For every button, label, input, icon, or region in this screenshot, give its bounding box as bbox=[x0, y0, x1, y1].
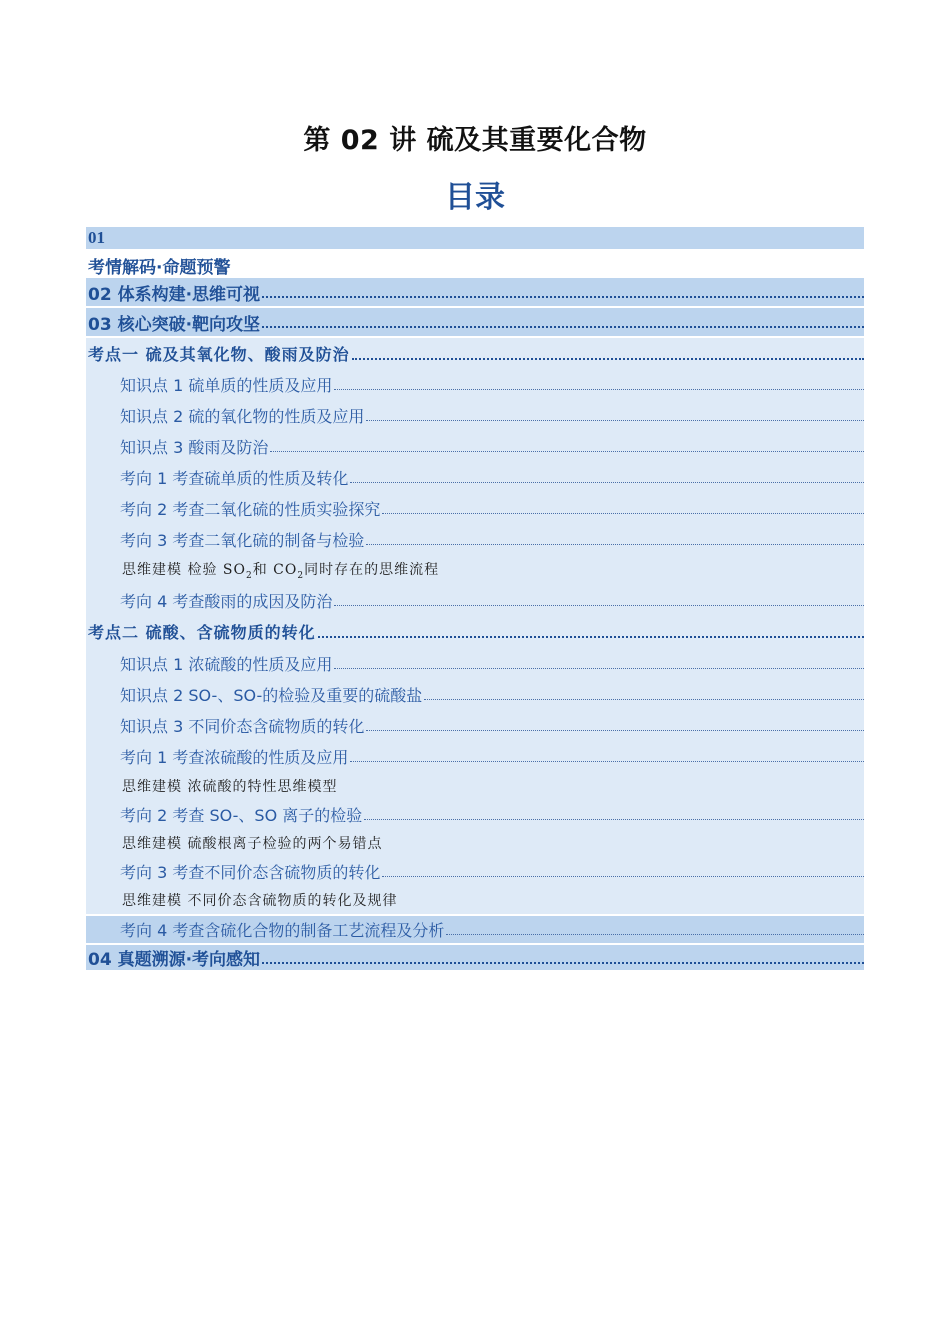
toc-label: 思维建模 浓硫酸的特性思维模型 bbox=[122, 778, 338, 795]
leader-dots bbox=[262, 296, 864, 298]
toc-point1-block bbox=[86, 338, 864, 914]
toc-item[interactable] bbox=[86, 400, 864, 431]
toc-section-02[interactable] bbox=[86, 278, 864, 306]
toc-item[interactable] bbox=[86, 462, 864, 493]
toc-item[interactable] bbox=[86, 679, 864, 710]
toc-point-2[interactable] bbox=[86, 616, 864, 647]
toc-item[interactable] bbox=[86, 647, 864, 679]
toc-label: 03 核心突破·靶向攻坚 bbox=[88, 314, 261, 335]
toc-label: 考情解码·命题预警 bbox=[88, 258, 231, 278]
leader-dots bbox=[350, 482, 864, 483]
toc-label: 考向 4 考查酸雨的成因及防治 bbox=[120, 592, 333, 611]
toc-label: 04 真题溯源·考向感知 bbox=[88, 950, 261, 970]
leader-dots bbox=[262, 326, 864, 328]
toc-label: 知识点 1 浓硫酸的性质及应用 bbox=[120, 654, 333, 674]
toc-section-04[interactable] bbox=[86, 945, 864, 970]
toc-point-1[interactable] bbox=[86, 338, 864, 369]
toc-thinking-model[interactable] bbox=[86, 555, 864, 585]
leader-dots bbox=[334, 389, 864, 390]
toc-thinking-model[interactable] bbox=[86, 772, 864, 799]
toc-section-03[interactable] bbox=[86, 308, 864, 336]
leader-dots bbox=[424, 699, 864, 700]
leader-dots bbox=[334, 605, 864, 606]
toc-heading: 目录 bbox=[445, 180, 505, 215]
toc-label: 考向 3 考查二氧化硫的制备与检验 bbox=[120, 531, 365, 550]
toc-item[interactable] bbox=[86, 431, 864, 462]
leader-dots bbox=[334, 668, 864, 669]
toc-thinking-model[interactable] bbox=[86, 829, 864, 856]
leader-dots bbox=[366, 544, 864, 545]
toc-label: 思维建模 不同价态含硫物质的转化及规律 bbox=[122, 893, 398, 909]
toc-label: 考点一 硫及其氧化物、酸雨及防治 bbox=[88, 345, 350, 364]
leader-dots bbox=[270, 451, 864, 452]
leader-dots bbox=[382, 876, 864, 877]
leader-dots bbox=[352, 358, 864, 360]
toc-section-01[interactable] bbox=[86, 249, 864, 278]
toc-label: 考向 4 考查含硫化合物的制备工艺流程及分析 bbox=[120, 921, 445, 940]
toc-thinking-model[interactable] bbox=[86, 886, 864, 914]
toc-label: 知识点 1 硫单质的性质及应用 bbox=[120, 376, 333, 395]
toc-item[interactable] bbox=[86, 916, 864, 943]
toc-section-01-number[interactable] bbox=[86, 227, 864, 249]
leader-dots bbox=[366, 420, 864, 421]
toc-label: 思维建模 硫酸根离子检验的两个易错点 bbox=[122, 835, 383, 852]
toc-label: 考向 2 考查 SO-、SO 离子的检验 bbox=[120, 805, 363, 825]
toc-label: 考向 3 考查不同价态含硫物质的转化 bbox=[120, 862, 381, 882]
toc-item[interactable] bbox=[86, 710, 864, 741]
toc-item[interactable] bbox=[86, 524, 864, 555]
toc-label: 知识点 3 不同价态含硫物质的转化 bbox=[120, 717, 365, 736]
leader-dots bbox=[364, 819, 864, 820]
toc-label: 知识点 2 SO-、SO-的检验及重要的硫酸盐 bbox=[120, 686, 423, 705]
leader-dots bbox=[366, 730, 864, 731]
leader-dots bbox=[350, 761, 864, 762]
toc-label: 考向 1 考查浓硫酸的性质及应用 bbox=[120, 748, 349, 767]
leader-dots bbox=[446, 934, 864, 935]
toc-label: 知识点 2 硫的氧化物的性质及应用 bbox=[120, 407, 365, 426]
leader-dots bbox=[262, 962, 864, 964]
toc-label: 考点二 硫酸、含硫物质的转化 bbox=[88, 623, 316, 642]
toc-item[interactable] bbox=[86, 856, 864, 886]
toc-label: 思维建模 检验 $SO_2$和 $CO_2$同时存在的思维流程 bbox=[122, 562, 440, 581]
toc-item[interactable] bbox=[86, 799, 864, 829]
toc-item[interactable] bbox=[86, 741, 864, 772]
leader-dots bbox=[382, 513, 864, 514]
toc-label: 知识点 3 酸雨及防治 bbox=[120, 438, 269, 457]
toc-label: 01 bbox=[88, 228, 105, 247]
toc-label: 02 体系构建·思维可视 bbox=[88, 284, 261, 305]
toc-item[interactable] bbox=[86, 585, 864, 616]
leader-dots bbox=[318, 636, 864, 638]
toc-label: 考向 2 考查二氧化硫的性质实验探究 bbox=[120, 500, 381, 519]
table-of-contents bbox=[86, 227, 864, 970]
toc-item[interactable] bbox=[86, 493, 864, 524]
toc-label: 考向 1 考查硫单质的性质及转化 bbox=[120, 469, 349, 488]
toc-item[interactable] bbox=[86, 369, 864, 400]
document-title: 第 02 讲 硫及其重要化合物 bbox=[303, 125, 647, 156]
